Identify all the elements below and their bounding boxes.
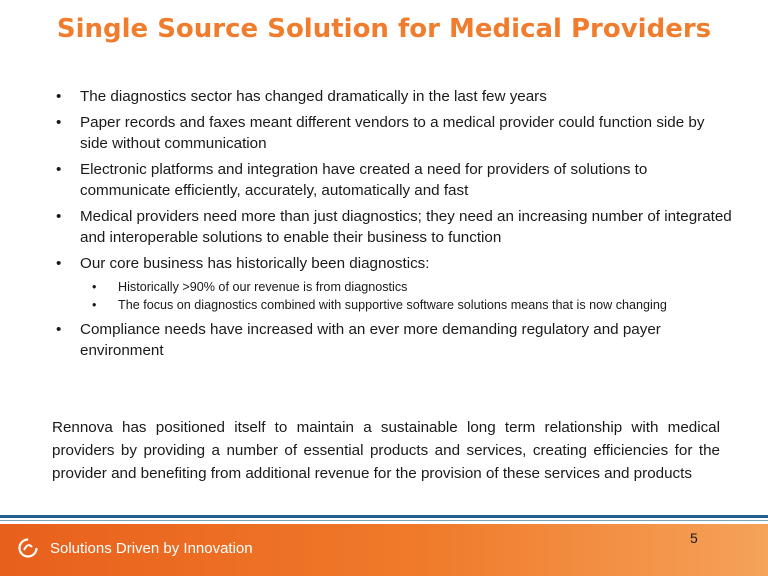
bullet-item-with-subs bbox=[52, 253, 732, 314]
sub-bullet-item: • The focus on diagnostics combined with supportive software solutions means that is now changing bbox=[80, 296, 732, 314]
footer-rule-thin bbox=[0, 520, 768, 521]
sub-bullet-item: • Historically >90% of our revenue is from diagnostics bbox=[80, 278, 732, 296]
slide-title: Single Source Solution for Medical Providers bbox=[56, 14, 712, 44]
page-number: 5 bbox=[690, 530, 698, 546]
bullet-item: • Electronic platforms and integration have created a need for providers of solutions to communicate efficiently, accurately, automatically and fast bbox=[52, 159, 732, 201]
bullet-item-text: Our core business has historically been diagnostics: bbox=[80, 255, 430, 272]
footer-rule bbox=[0, 515, 768, 518]
footer-tagline: Solutions Driven by Innovation bbox=[50, 540, 253, 557]
bullet-list bbox=[52, 86, 732, 366]
bullet-item: • The diagnostics sector has changed dramatically in the last few years bbox=[52, 86, 732, 107]
bullet-item: • Paper records and faxes meant different vendors to a medical provider could function side by side without communication bbox=[52, 112, 732, 154]
sub-bullet-list bbox=[80, 278, 732, 314]
bullet-item: • Medical providers need more than just diagnostics; they need an increasing number of integrated and interoperable solutions to enable their business to function bbox=[52, 206, 732, 248]
swirl-logo-icon bbox=[18, 538, 38, 558]
bullet-item: • Compliance needs have increased with an ever more demanding regulatory and payer environment bbox=[52, 319, 732, 361]
summary-paragraph: Rennova has positioned itself to maintain a sustainable long term relationship with medical providers by providing a number of essential products and services, creating efficiencies for the provider and benefiting from additional revenue for the provision of these services and products bbox=[52, 419, 720, 482]
